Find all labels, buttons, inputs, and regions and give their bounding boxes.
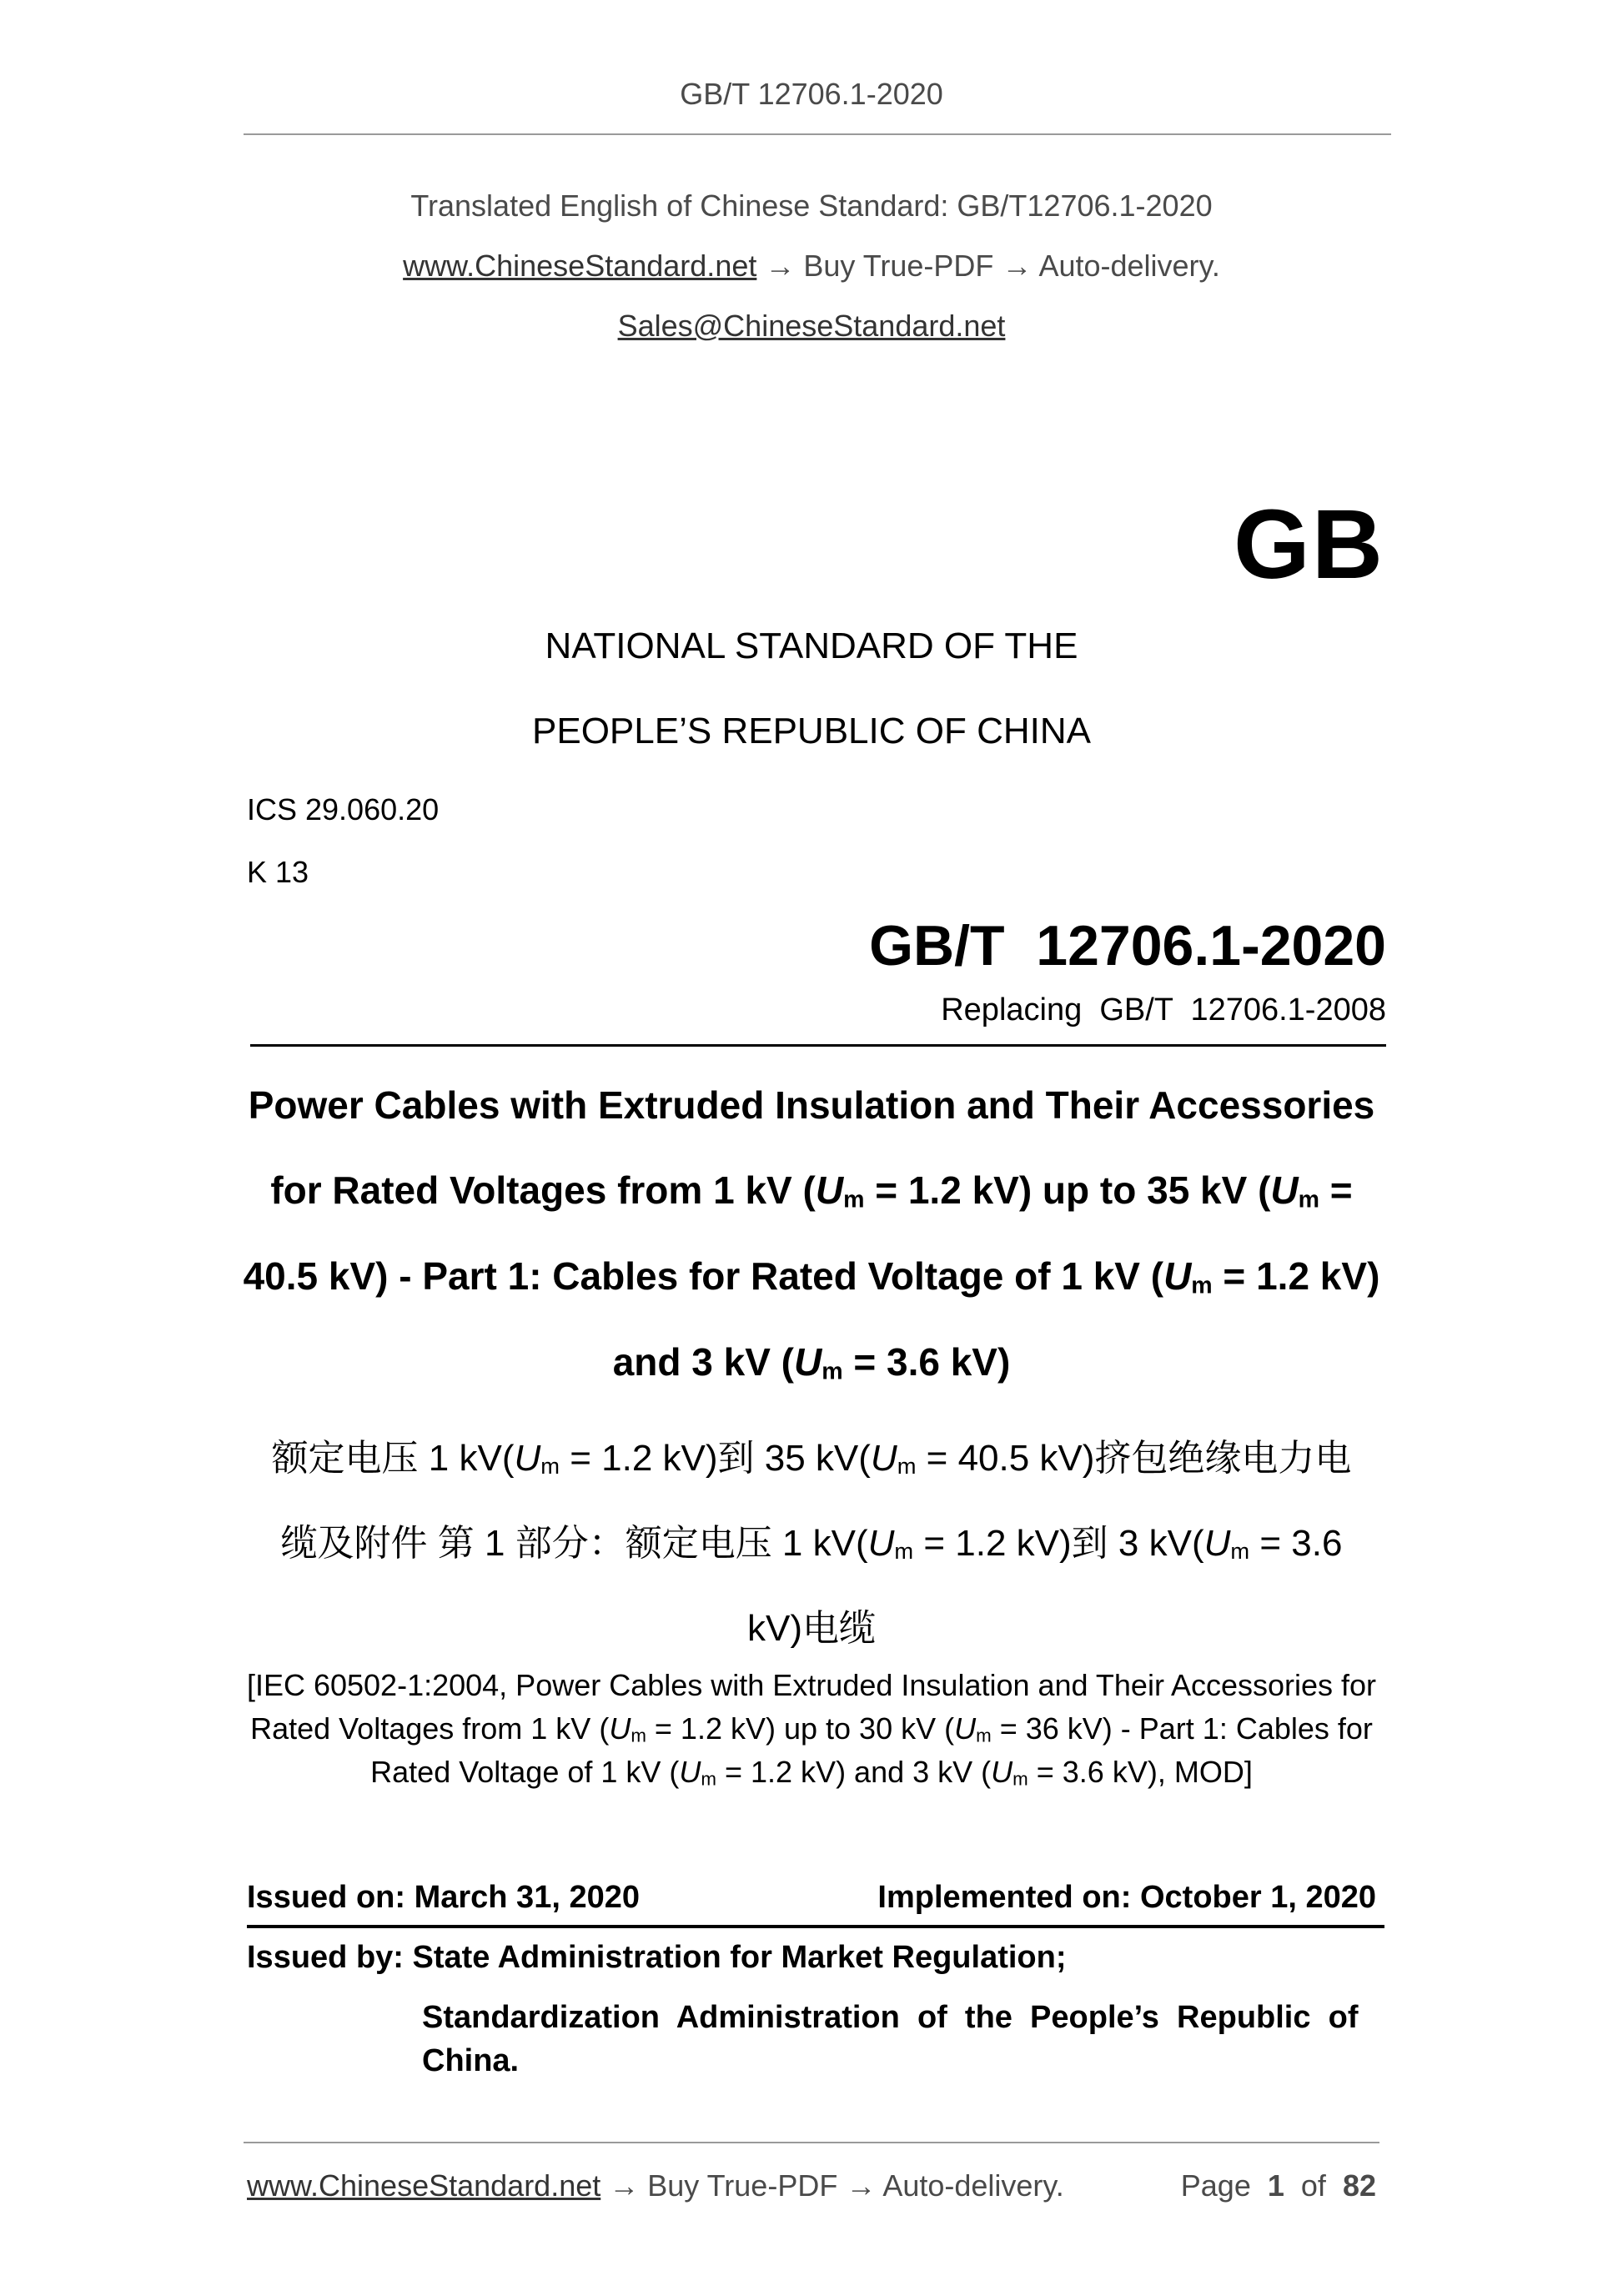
site-link[interactable]: www.ChineseStandard.net bbox=[403, 249, 757, 283]
issue-divider bbox=[247, 1925, 1384, 1928]
running-header: GB/T 12706.1-2020 bbox=[680, 77, 943, 111]
ics-code: ICS 29.060.20 bbox=[247, 792, 440, 826]
national-standard-line1: NATIONAL STANDARD OF THE bbox=[545, 625, 1078, 666]
title-zh-line2: 缆及附件 第 1 部分：额定电压 1 $kV(U_m = 1.2$ kV)到 3 $kV(U_m = 3.6$ bbox=[280, 1523, 1343, 1565]
title-en-line2: for Rated Voltages from 1 kV ($U_m = 1.2$ kV) up to 35 kV ($U_m$ = bbox=[270, 1168, 1353, 1213]
title-zh-line3: kV)电缆 bbox=[747, 1608, 876, 1649]
issued-by: Issued by: State Administration for Market Regulation; bbox=[247, 1940, 1067, 1975]
issued-by-second-line2: China. bbox=[422, 2043, 520, 2078]
page-total: 82 bbox=[1342, 2168, 1376, 2203]
issued-on: Issued on: March 31, 2020 bbox=[247, 1880, 640, 1915]
footer-buy-text: → Buy True-PDF → Auto-delivery. bbox=[600, 2168, 1064, 2203]
site-line bbox=[0, 249, 1623, 284]
email-line bbox=[0, 309, 1623, 344]
page-indicator: Page 1 of 82 bbox=[1180, 2168, 1376, 2203]
title-en-line1: Power Cables with Extruded Insulation and Their Accessories bbox=[248, 1083, 1375, 1127]
email-link[interactable]: Sales@ChineseStandard.net bbox=[617, 309, 1006, 343]
ccs-code: K 13 bbox=[247, 855, 309, 889]
title-en-line3: 40.5 kV) - Part 1: Cables for Rated Voltage of 1 kV ($U_m = 1.2$ kV) bbox=[243, 1254, 1380, 1299]
gb-mark: GB bbox=[1234, 490, 1384, 600]
header-divider bbox=[244, 133, 1391, 135]
iec-ref-line3: Rated Voltage of 1 kV ($U_m = 1.2$ kV) and 3 kV ($U_m = 3.6$ kV), MOD] bbox=[370, 1755, 1253, 1790]
replacing-line: Replacing GB/T 12706.1-2008 bbox=[941, 992, 1386, 1027]
title-en-line4: and 3 kV ($U_m = 3.6$ kV) bbox=[612, 1340, 1011, 1385]
page-number: 1 bbox=[1267, 2168, 1284, 2203]
footer-site-line bbox=[247, 2168, 1064, 2203]
translated-line: Translated English of Chinese Standard: GB/T12706.1-2020 bbox=[410, 188, 1213, 223]
title-divider bbox=[250, 1044, 1386, 1047]
standard-number: GB/T 12706.1-2020 bbox=[869, 914, 1386, 977]
issued-by-second-line1: Standardization Administration of the People’s Republic of bbox=[422, 2000, 1359, 2035]
title-zh-line1: 额定电压 1 $kV(U_m = 1.2$ kV)到 35 $kV(U_m = 40.5$ kV)挤包绝缘电力电 bbox=[271, 1438, 1352, 1480]
footer-site-link[interactable]: www.ChineseStandard.net bbox=[247, 2168, 601, 2203]
footer-divider bbox=[244, 2142, 1379, 2143]
iec-ref-line1: [IEC 60502-1:2004, Power Cables with Extruded Insulation and Their Accessories for bbox=[246, 1668, 1377, 1702]
buy-text: → Buy True-PDF → Auto-delivery. bbox=[756, 249, 1220, 283]
iec-ref-line2: Rated Voltages from 1 kV ($U_m = 1.2$ kV) up to 30 kV ($U_m = 36$ kV) - Part 1: Cables for bbox=[250, 1711, 1373, 1746]
national-standard-line2: PEOPLE’S REPUBLIC OF CHINA bbox=[532, 711, 1091, 751]
implemented-on: Implemented on: October 1, 2020 bbox=[877, 1880, 1376, 1915]
